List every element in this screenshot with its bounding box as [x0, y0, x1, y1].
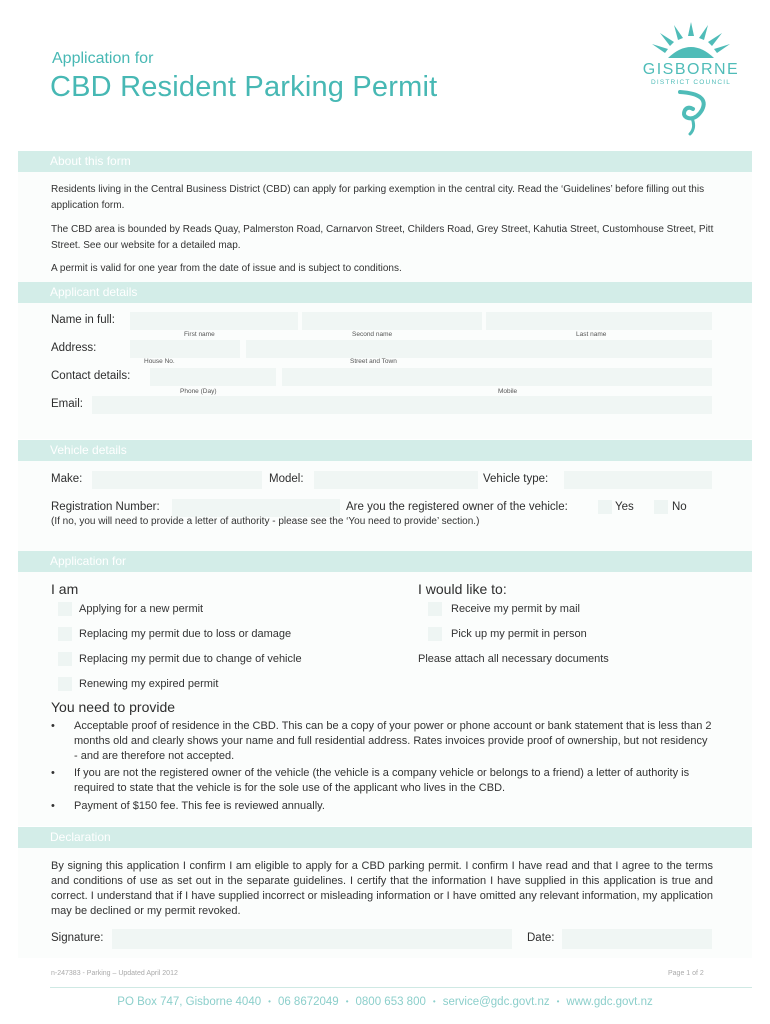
signature-label: Signature: [51, 932, 104, 944]
model-label: Model: [269, 473, 304, 485]
declaration-text: By signing this application I confirm I am eligible to apply for a CBD parking permit. I confirm I have read and that I agree to the terms and conditions of use as set out in the separate guidelines. I certify that the information I have supplied in this application is true and correct. I understand that if I have supplied incorrect or misleading information or I have omitted any relevant information, my application may be declined or my permit revoked. [51, 860, 713, 917]
date-label: Date: [527, 932, 555, 944]
email-link[interactable]: service@gdc.govt.nz [442, 996, 550, 1008]
section-title: Application for [50, 554, 127, 568]
section-header-declaration [18, 827, 752, 848]
footer-divider [50, 987, 752, 988]
website-link[interactable]: www.gdc.govt.nz [566, 996, 653, 1008]
section-header-applicant [18, 282, 752, 303]
name-label: Name in full: [51, 314, 115, 326]
replace-vehicle-label: Replacing my permit due to change of vehicle [79, 653, 302, 665]
phone: 06 8672049 [277, 996, 339, 1008]
signature-field[interactable] [112, 929, 512, 949]
new-permit-checkbox[interactable] [58, 602, 72, 616]
email-label: Email: [51, 398, 83, 410]
make-field[interactable] [92, 471, 262, 489]
about-paragraph-2: The CBD area is bounded by Reads Quay, Palmerston Road, Carnarvon Street, Childers Road, Grey Street, Kahutia Street, Customhouse Street, Pitt Street. See our website for a detailed map. [51, 224, 714, 251]
separator-dot: • [556, 997, 560, 1007]
house-no-hint: House No. [144, 358, 175, 365]
street-town-hint: Street and Town [350, 358, 397, 365]
owner-note: (If no, you will need to provide a letter of authority - please see the ‘You need to provide’ section.) [51, 516, 480, 527]
street-town-field[interactable] [246, 340, 712, 358]
freephone: 0800 653 800 [355, 996, 426, 1008]
form-subtitle: Application for [52, 50, 154, 67]
make-label: Make: [51, 473, 83, 485]
receive-mail-checkbox[interactable] [428, 602, 442, 616]
logo-wordmark: GISBORNE [642, 61, 740, 78]
section-title: Applicant details [50, 285, 138, 299]
owner-no-checkbox[interactable] [654, 500, 668, 514]
requirement-item: If you are not the registered owner of the vehicle (the vehicle is a company vehicle or belongs to a friend) a letter of authority is required to state that the vehicle is for the sole use of the applicant who lives in the CBD. [74, 767, 690, 794]
separator-dot: • [432, 997, 436, 1007]
footer-contact [0, 996, 770, 1008]
i-am-heading: I am [51, 581, 79, 597]
first-name-hint: First name [184, 331, 215, 338]
bullet-icon: • [51, 800, 55, 812]
registration-label: Registration Number: [51, 501, 160, 513]
about-paragraph-3: A permit is valid for one year from the date of issue and is subject to conditions. [51, 263, 402, 274]
owner-yes-label: Yes [615, 501, 634, 513]
second-name-hint: Second name [352, 331, 393, 338]
date-field[interactable] [562, 929, 712, 949]
document-reference: n-247383 - Parking – Updated April 2012 [51, 970, 178, 977]
house-no-field[interactable] [130, 340, 240, 358]
about-paragraph-1: Residents living in the Central Business District (CBD) can apply for parking exemption in the central city. Read the ‘Guidelines’ before filling out this application form. [51, 184, 705, 211]
last-name-hint: Last name [576, 331, 607, 338]
logo-subtext: DISTRICT COUNCIL [650, 79, 732, 86]
section-header-about [18, 151, 752, 172]
bullet-icon: • [51, 767, 55, 779]
last-name-field[interactable] [486, 312, 712, 330]
form-title: CBD Resident Parking Permit [50, 71, 438, 103]
owner-no-label: No [672, 501, 687, 513]
requirement-item: Acceptable proof of residence in the CBD. This can be a copy of your power or phone account or bank statement that is less than 2 months old and clearly shows your name and full residential address. Rates invoices provide proof of ownership, but not residency - and are therefore not accepted. [74, 720, 712, 762]
bullet-icon: • [51, 720, 55, 732]
you-need-to-provide-heading: You need to provide [51, 699, 176, 715]
phone-day-hint: Phone (Day) [180, 388, 217, 395]
attach-documents-note: Please attach all necessary documents [418, 653, 609, 665]
owner-question: Are you the registered owner of the vehicle: [346, 501, 568, 513]
separator-dot: • [345, 997, 349, 1007]
requirement-item: Payment of $150 fee. This fee is reviewed annually. [74, 800, 325, 812]
po-box: PO Box 747, Gisborne 4040 [117, 996, 262, 1008]
receive-mail-label: Receive my permit by mail [451, 603, 580, 615]
pick-up-checkbox[interactable] [428, 627, 442, 641]
phone-day-field[interactable] [150, 368, 276, 386]
pick-up-label: Pick up my permit in person [451, 628, 587, 640]
gisborne-logo [630, 22, 752, 138]
separator-dot: • [268, 997, 271, 1007]
vehicle-type-field[interactable] [564, 471, 712, 489]
replace-loss-checkbox[interactable] [58, 627, 72, 641]
registration-field[interactable] [172, 499, 340, 517]
would-like-heading: I would like to: [418, 581, 507, 597]
section-header-vehicle [18, 440, 752, 461]
sun-logo-icon [630, 22, 752, 138]
email-field[interactable] [92, 396, 712, 414]
renew-checkbox[interactable] [58, 677, 72, 691]
renew-label: Renewing my expired permit [79, 678, 219, 690]
mobile-hint: Mobile [498, 388, 518, 395]
new-permit-label: Applying for a new permit [79, 603, 204, 615]
section-title: Vehicle details [50, 443, 127, 457]
section-title: About this form [50, 154, 131, 168]
replace-loss-label: Replacing my permit due to loss or damage [79, 628, 292, 640]
first-name-field[interactable] [130, 312, 298, 330]
model-field[interactable] [314, 471, 478, 489]
contact-label: Contact details: [51, 370, 131, 382]
page-number: Page 1 of 2 [668, 970, 704, 977]
section-header-application [18, 551, 752, 572]
second-name-field[interactable] [302, 312, 482, 330]
owner-yes-checkbox[interactable] [598, 500, 612, 514]
mobile-field[interactable] [282, 368, 712, 386]
section-title: Declaration [50, 830, 111, 844]
vehicle-type-label: Vehicle type: [483, 473, 549, 485]
address-label: Address: [51, 342, 97, 354]
replace-vehicle-checkbox[interactable] [58, 652, 72, 666]
